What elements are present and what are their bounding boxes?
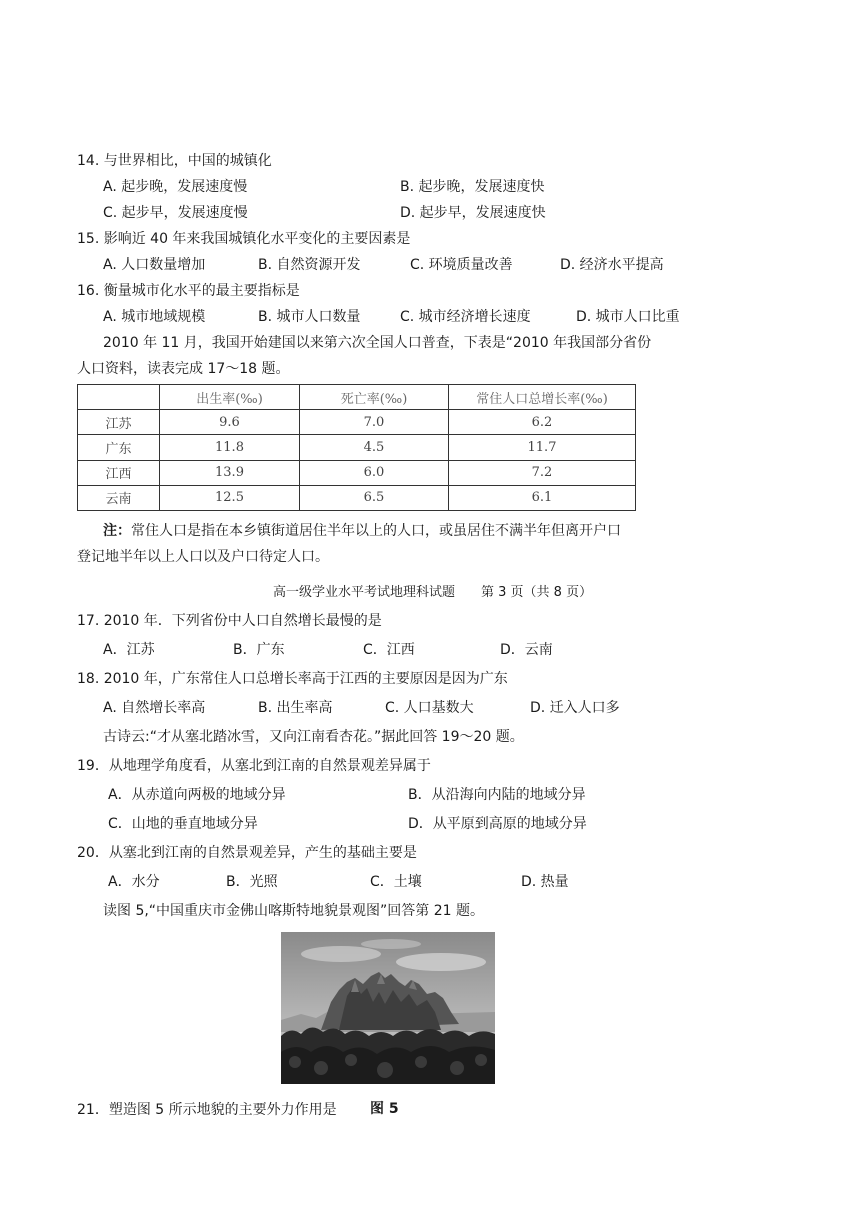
population-table <box>77 384 636 511</box>
question-15-option-d: D. 经济水平提高 <box>560 257 664 273</box>
question-20-option-d: D. 热量 <box>521 874 569 890</box>
note-label: 注： <box>103 523 131 539</box>
question-16-option-d: D. 城市人口比重 <box>576 309 680 325</box>
question-19-option-a: A．从赤道向两极的地域分异 <box>108 787 286 803</box>
table-row <box>78 410 636 435</box>
question-14-option-c: C. 起步早，发展速度慢 <box>103 205 248 221</box>
question-16-option-a: A. 城市地域规模 <box>103 309 206 325</box>
table-row <box>78 485 636 510</box>
table-cell: 6.2 <box>449 410 636 435</box>
question-16-option-b: B. 城市人口数量 <box>258 309 361 325</box>
table-note-line1 <box>103 522 621 540</box>
table-header-cell: 出生率(‰) <box>160 385 300 410</box>
question-16-option-c: C. 城市经济增长速度 <box>400 309 531 325</box>
table-row <box>78 435 636 460</box>
intro-17-18-line2: 人口资料，读表完成 17～18 题。 <box>77 361 290 377</box>
table-cell: 13.9 <box>160 460 300 485</box>
question-14-option-d: D. 起步早，发展速度快 <box>400 205 546 221</box>
table-cell: 6.5 <box>300 485 449 510</box>
question-20-option-b: B．光照 <box>226 874 278 890</box>
question-16-stem: 16. 衡量城市化水平的最主要指标是 <box>77 283 300 299</box>
question-18-option-a: A. 自然增长率高 <box>103 700 206 716</box>
question-17-option-a: A．江苏 <box>103 642 155 658</box>
question-18-option-b: B. 出生率高 <box>258 700 333 716</box>
question-20-option-a: A．水分 <box>108 874 160 890</box>
question-17-option-b: B．广东 <box>233 642 285 658</box>
question-14-stem: 14. 与世界相比，中国的城镇化 <box>77 153 272 169</box>
table-cell: 11.7 <box>449 435 636 460</box>
question-15-stem: 15. 影响近 40 年来我国城镇化水平变化的主要因素是 <box>77 231 411 247</box>
table-note-line2: 登记地半年以上人口以及户口待定人口。 <box>77 549 329 565</box>
table-cell: 6.1 <box>449 485 636 510</box>
table-cell: 4.5 <box>300 435 449 460</box>
question-17-stem: 17. 2010 年．下列省份中人口自然增长最慢的是 <box>77 613 382 629</box>
table-header-cell: 死亡率(‰) <box>300 385 449 410</box>
table-cell: 7.2 <box>449 460 636 485</box>
question-19-option-d: D．从平原到高原的地域分异 <box>408 816 587 832</box>
question-19-stem: 19．从地理学角度看，从塞北到江南的自然景观差异属于 <box>77 758 431 774</box>
intro-19-20: 古诗云:“才从塞北踏冰雪，又向江南看杏花。”据此回答 19～20 题。 <box>103 729 524 745</box>
table-cell: 广东 <box>78 435 160 460</box>
note-text-1: 常住人口是指在本乡镇街道居住半年以上的人口，或虽居住不满半年但离开户口 <box>131 523 621 539</box>
question-18-option-c: C. 人口基数大 <box>385 700 474 716</box>
figure-5-caption: 图 5 <box>370 1101 399 1117</box>
question-15-option-c: C. 环境质量改善 <box>410 257 513 273</box>
table-cell: 11.8 <box>160 435 300 460</box>
table-cell: 6.0 <box>300 460 449 485</box>
question-17-option-d: D．云南 <box>500 642 553 658</box>
question-15-option-b: B. 自然资源开发 <box>258 257 361 273</box>
table-cell: 9.6 <box>160 410 300 435</box>
table-header-cell: 常住人口总增长率(‰) <box>449 385 636 410</box>
question-21-stem: 21．塑造图 5 所示地貌的主要外力作用是 <box>77 1102 337 1118</box>
question-14-option-b: B. 起步晚，发展速度快 <box>400 179 545 195</box>
question-19-option-b: B．从沿海向内陆的地域分异 <box>408 787 586 803</box>
question-19-option-c: C．山地的垂直地域分异 <box>108 816 258 832</box>
table-header-cell <box>78 385 160 410</box>
question-20-stem: 20．从塞北到江南的自然景观差异，产生的基础主要是 <box>77 845 417 861</box>
table-cell: 江苏 <box>78 410 160 435</box>
table-cell: 江西 <box>78 460 160 485</box>
question-20-option-c: C．土壤 <box>370 874 422 890</box>
karst-landscape-photo <box>281 932 495 1084</box>
intro-17-18-line1: 2010 年 11 月，我国开始建国以来第六次全国人口普查，下表是“2010 年我国部分省份 <box>103 335 652 351</box>
table-cell: 云南 <box>78 485 160 510</box>
question-18-option-d: D. 迁入人口多 <box>530 700 620 716</box>
table-cell: 7.0 <box>300 410 449 435</box>
intro-21: 读图 5,“中国重庆市金佛山喀斯特地貌景观图”回答第 21 题。 <box>103 903 485 919</box>
table-row <box>78 460 636 485</box>
table-header-row <box>78 385 636 410</box>
question-18-stem: 18. 2010 年，广东常住人口总增长率高于江西的主要原因是因为广东 <box>77 671 508 687</box>
question-14-option-a: A. 起步晚，发展速度慢 <box>103 179 248 195</box>
question-17-option-c: C．江西 <box>363 642 415 658</box>
page-footer: 高一级学业水平考试地理科试题 第 3 页（共 8 页） <box>273 585 593 600</box>
question-15-option-a: A. 人口数量增加 <box>103 257 206 273</box>
table-cell: 12.5 <box>160 485 300 510</box>
